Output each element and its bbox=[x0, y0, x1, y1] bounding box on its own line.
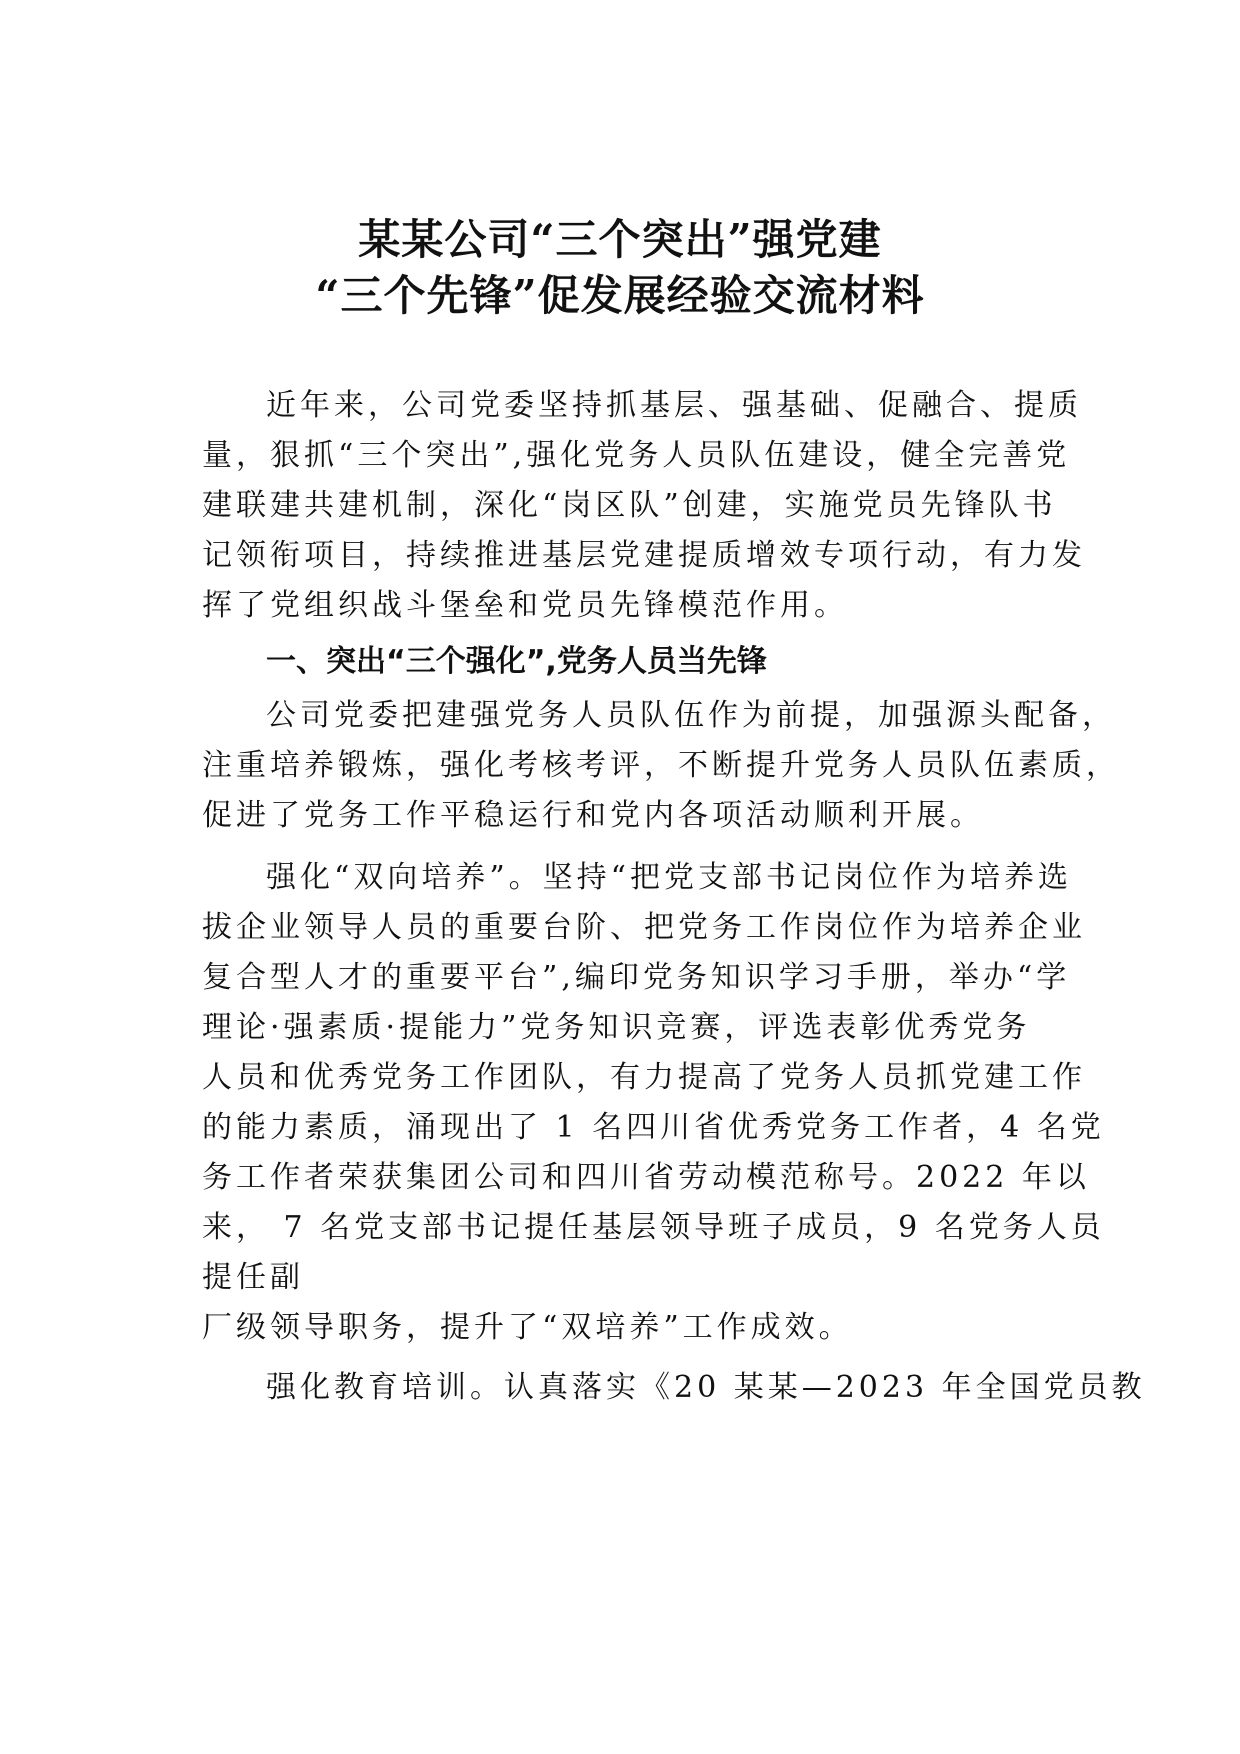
paragraph-3-line: 提任副 bbox=[202, 1260, 304, 1295]
paragraph-1-line: 记领衔项目，持续推进基层党建提质增效专项行动，有力发 bbox=[202, 538, 1086, 573]
paragraph-3-line: 拔企业领导人员的重要台阶、把党务工作岗位作为培养企业 bbox=[202, 910, 1086, 945]
paragraph-3-line: 务工作者荣获集团公司和四川省劳动模范称号。2022 年以 bbox=[202, 1160, 1090, 1195]
paragraph-2-line: 注重培养锻炼，强化考核考评，不断提升党务人员队伍素质， bbox=[202, 748, 1120, 783]
paragraph-2-line: 促进了党务工作平稳运行和党内各项活动顺利开展。 bbox=[202, 798, 984, 833]
paragraph-4-line: 强化教育培训。认真落实《20 某某—2023 年全国党员教 bbox=[266, 1370, 1146, 1405]
paragraph-2-line: 公司党委把建强党务人员队伍作为前提，加强源头配备， bbox=[266, 698, 1116, 733]
paragraph-3-line: 人员和优秀党务工作团队，有力提高了党务人员抓党建工作 bbox=[202, 1060, 1086, 1095]
paragraph-1-line: 量，狠抓“三个突出”,强化党务人员队伍建设，健全完善党 bbox=[202, 438, 1071, 473]
paragraph-3-line: 来， 7 名党支部书记提任基层领导班子成员，9 名党务人员 bbox=[202, 1210, 1105, 1245]
document-title-line-2: “三个先锋”促发展经验交流材料 bbox=[315, 271, 925, 320]
paragraph-3-line: 复合型人才的重要平台”,编印党务知识学习手册，举办“学 bbox=[202, 960, 1071, 995]
paragraph-3-line: 理论·强素质·提能力”党务知识竞赛，评选表彰优秀党务 bbox=[202, 1010, 1031, 1045]
paragraph-1-line: 近年来，公司党委坚持抓基层、强基础、促融合、提质 bbox=[266, 388, 1082, 423]
section-1-heading: 一、突出“三个强化”,党务人员当先锋 bbox=[266, 644, 767, 679]
paragraph-3-line: 厂级领导职务，提升了“双培养”工作成效。 bbox=[202, 1310, 853, 1345]
paragraph-3-line: 强化“双向培养”。坚持“把党支部书记岗位作为培养选 bbox=[266, 860, 1073, 895]
paragraph-3-line: 的能力素质，涌现出了 1 名四川省优秀党务工作者，4 名党 bbox=[202, 1110, 1105, 1145]
paragraph-1-line: 挥了党组织战斗堡垒和党员先锋模范作用。 bbox=[202, 588, 848, 623]
paragraph-1-line: 建联建共建机制，深化“岗区队”创建，实施党员先锋队书 bbox=[202, 488, 1057, 523]
document-title-line-1: 某某公司“三个突出”强党建 bbox=[358, 215, 882, 264]
